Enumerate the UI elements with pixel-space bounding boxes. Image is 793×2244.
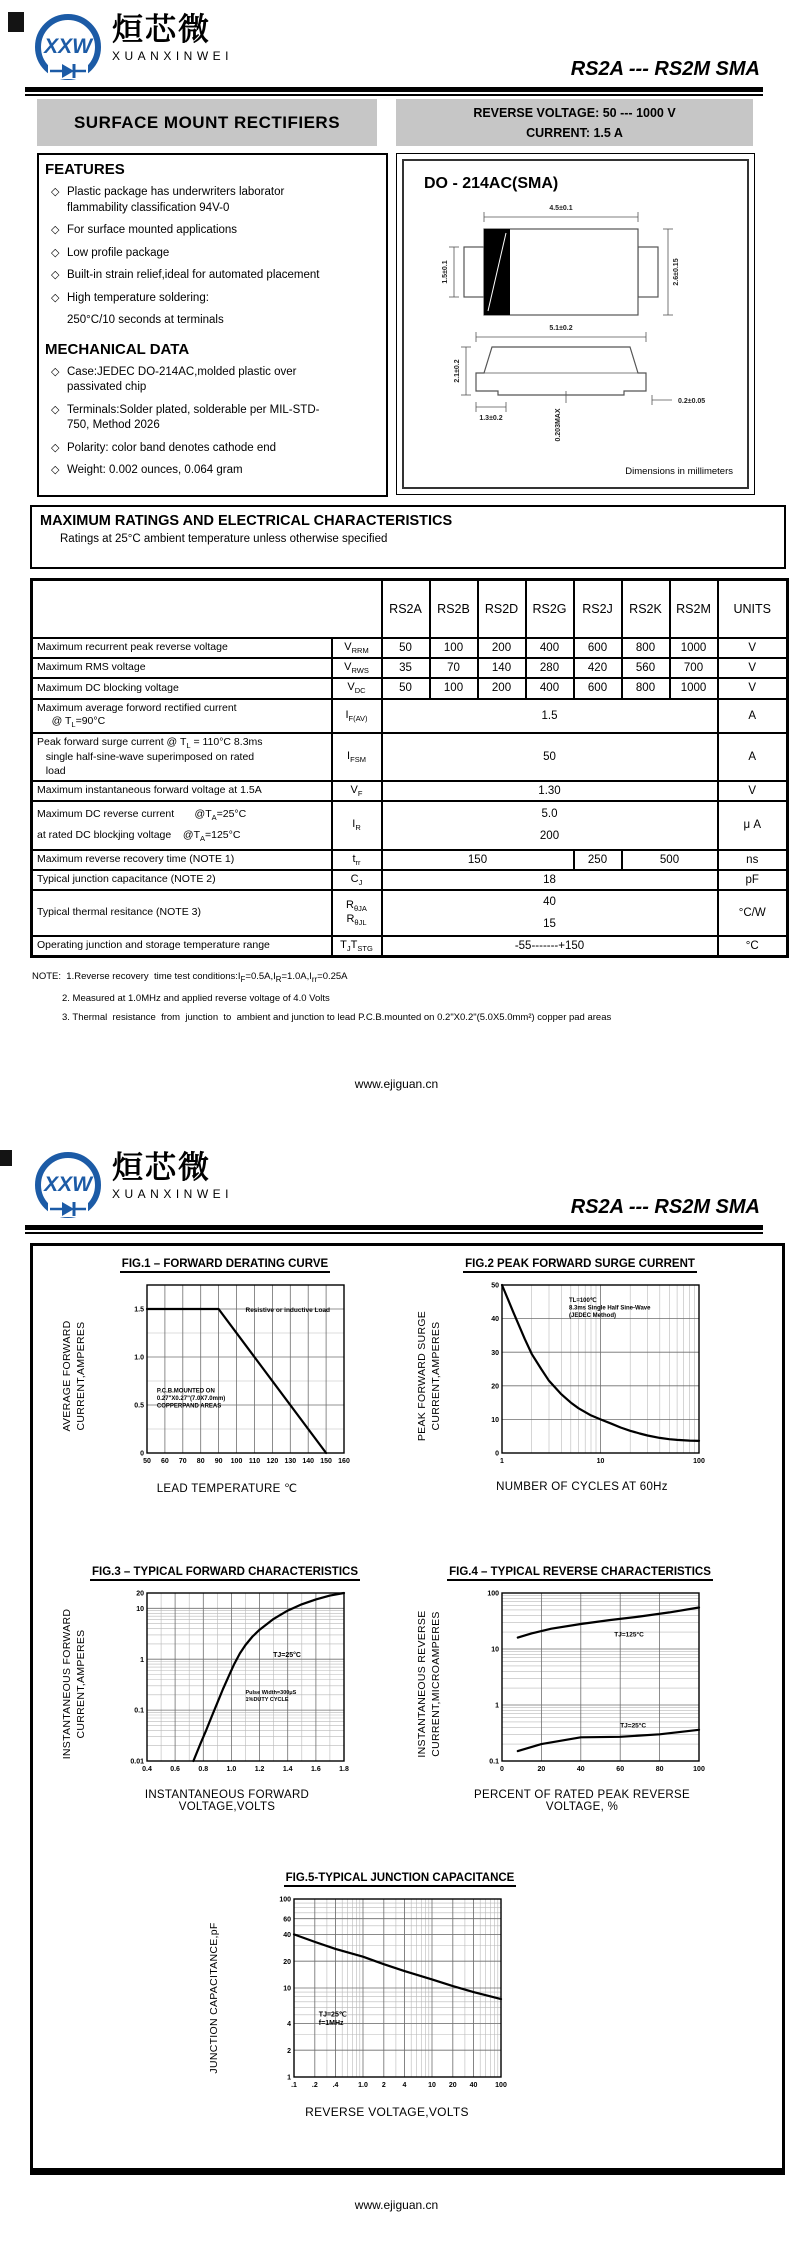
- value-cell: 1000: [670, 678, 718, 698]
- annotation: Resistive or inductive Load: [245, 1306, 331, 1314]
- company-logo: [28, 8, 233, 90]
- diamond-bullet-icon: ◇: [51, 403, 60, 416]
- y-tick-label: 60: [283, 1916, 291, 1924]
- reverse-voltage-line: REVERSE VOLTAGE: 50 --- 1000 V: [473, 105, 676, 120]
- symbol-cell: $T_JT_{STG}$: [332, 936, 382, 957]
- value-cell: 40 15: [382, 890, 718, 936]
- unit-cell: A: [718, 699, 788, 733]
- annotation: TL=100℃ 8.3ms Single Half Sine-Wave (JEDEC Method): [569, 1297, 651, 1319]
- ratings-heading-box: [30, 505, 786, 569]
- value-cell: 100: [430, 678, 478, 698]
- x-tick-label: 60: [161, 1458, 169, 1465]
- unit-cell: V: [718, 781, 788, 801]
- list-item-text: Polarity: color band denotes cathode end: [67, 441, 277, 454]
- figure-title: FIG.4 – TYPICAL REVERSE CHARACTERISTICS: [420, 1566, 740, 1578]
- column-header: UNITS: [718, 580, 788, 639]
- note-line: 3. Thermal resistance from junction to ambient and junction to lead P.C.B.mounted on 0.2"X0.2"(5.0X5.0mm²) copper pad areas: [62, 1012, 612, 1024]
- value-cell: 50: [382, 638, 430, 658]
- symbol-cell: $I_R$: [332, 801, 382, 849]
- note-line: 2. Measured at 1.0MHz and applied reverse voltage of 4.0 Volts: [62, 992, 330, 1004]
- y-tick-label: 10: [283, 1985, 291, 1993]
- symbol-cell: $V_F$: [332, 781, 382, 801]
- scan-artifact: [8, 12, 24, 32]
- chart-fig3: [115, 1586, 355, 1781]
- symbol-cell: $V_{DC}$: [332, 678, 382, 698]
- column-header: RS2K: [622, 580, 670, 639]
- header-rule: [25, 1225, 763, 1234]
- value-cell: 1000: [670, 638, 718, 658]
- x-tick-label: 100: [230, 1458, 243, 1465]
- value-cell: 400: [526, 678, 574, 698]
- column-header: RS2D: [478, 580, 526, 639]
- x-tick-label: 0: [500, 1766, 504, 1773]
- dim-side-height: 2.1±0.2: [453, 359, 461, 383]
- symbol-cell: $t_{rr}$: [332, 850, 382, 870]
- x-axis-label: REVERSE VOLTAGE,VOLTS: [305, 2105, 469, 2119]
- annotation: TJ=25℃ f=1MHz: [318, 2011, 347, 2027]
- x-tick-label: 100: [495, 2082, 507, 2089]
- features-heading: FEATURES: [45, 161, 125, 178]
- chart-fig4: [470, 1586, 710, 1781]
- summary-box: [396, 99, 753, 146]
- list-item-text: High temperature soldering:: [67, 291, 209, 304]
- y-tick-label: 20: [136, 1590, 144, 1598]
- symbol-cell: $V_{RWS}$: [332, 658, 382, 678]
- y-tick-label: 100: [279, 1896, 291, 1904]
- features-list: [39, 185, 386, 329]
- x-tick-label: 70: [178, 1458, 187, 1465]
- list-item: [51, 403, 382, 434]
- current-line: CURRENT: 1.5 A: [526, 125, 623, 140]
- value-cell: 600: [574, 678, 622, 698]
- symbol-cell: $R_{\theta JA}$ $R_{\theta JL}$: [332, 890, 382, 936]
- table-row: [32, 733, 788, 781]
- logo-abbr: XXW: [44, 35, 92, 58]
- logo-mark-icon: [28, 8, 110, 90]
- figure-fig2: [400, 1258, 745, 1493]
- y-tick-label: 1.5: [134, 1306, 144, 1314]
- value-cell: 1.5: [382, 699, 718, 733]
- param-cell: Operating junction and storage temperature range: [32, 936, 332, 957]
- param-cell: Typical thermal resitance (NOTE 3): [32, 890, 332, 936]
- param-cell: Maximum reverse recovery time (NOTE 1): [32, 850, 332, 870]
- y-tick-label: 0.5: [134, 1402, 144, 1410]
- brand-name-cn: 烜芯微: [112, 1150, 211, 1185]
- y-axis-label: PEAK FORWARD SURGE CURRENT,AMPERES: [416, 1310, 442, 1442]
- y-tick-label: 0.1: [134, 1707, 144, 1715]
- value-cell: 18: [382, 870, 718, 890]
- dim-foot: 1.3±0.2: [478, 415, 503, 422]
- list-item-text: Low profile package: [67, 246, 170, 259]
- x-tick-label: 10: [596, 1458, 605, 1465]
- y-tick-label: 50: [491, 1282, 499, 1290]
- value-cell: 50: [382, 678, 430, 698]
- unit-cell: ns: [718, 850, 788, 870]
- ratings-heading: MAXIMUM RATINGS AND ELECTRICAL CHARACTERISTICS: [40, 513, 453, 529]
- column-header: RS2G: [526, 580, 574, 639]
- unit-cell: °C/W: [718, 890, 788, 936]
- value-cell: 500: [622, 850, 718, 870]
- column-header: RS2B: [430, 580, 478, 639]
- column-header: RS2M: [670, 580, 718, 639]
- x-tick-label: 20: [448, 2082, 457, 2089]
- x-tick-label: 1.0: [358, 2082, 368, 2089]
- value-cell: 560: [622, 658, 670, 678]
- param-cell: Typical junction capacitance (NOTE 2): [32, 870, 332, 890]
- y-tick-label: 1: [140, 1656, 144, 1664]
- annotation: TJ=125°C: [614, 1631, 644, 1639]
- ratings-subheading: Ratings at 25°C ambient temperature unless otherwise specified: [60, 533, 388, 545]
- curve: [193, 1593, 344, 1761]
- diamond-bullet-icon: ◇: [51, 464, 60, 477]
- x-tick-label: 80: [655, 1766, 664, 1773]
- figure-fig1: [45, 1258, 390, 1495]
- diamond-bullet-icon: ◇: [51, 441, 60, 454]
- column-header: RS2J: [574, 580, 622, 639]
- y-axis-label: INSTANTANEOUS REVERSE CURRENT,MICROAMPERES: [416, 1610, 442, 1758]
- y-tick-label: 0.01: [130, 1758, 144, 1766]
- x-tick-label: 1.6: [311, 1766, 321, 1773]
- unit-cell: V: [718, 638, 788, 658]
- list-item-text: For surface mounted applications: [67, 224, 238, 237]
- value-cell: 35: [382, 658, 430, 678]
- ratings-table: [30, 578, 789, 958]
- company-logo: [28, 1146, 233, 1228]
- figure-fig5: [150, 1872, 630, 2119]
- unit-cell: A: [718, 733, 788, 781]
- brand-name-cn: 烜芯微: [112, 12, 211, 47]
- list-item: [51, 441, 382, 457]
- list-item-text: Case:JEDEC DO-214AC,molded plastic over passivated chip: [67, 365, 297, 394]
- dim-band-height: 1.5±0.1: [441, 260, 449, 284]
- curve: [518, 1730, 699, 1751]
- param-cell: Maximum RMS voltage: [32, 658, 332, 678]
- diamond-bullet-icon: ◇: [51, 246, 60, 259]
- list-item-text: Plastic package has underwriters laborator flammability classification 94V-0: [67, 186, 285, 214]
- y-tick-label: 0: [140, 1450, 144, 1458]
- x-tick-label: 90: [214, 1458, 223, 1465]
- value-cell: 200: [478, 638, 526, 658]
- y-tick-label: 40: [283, 1932, 291, 1939]
- value-cell: 420: [574, 658, 622, 678]
- ratings-table-mount: [30, 578, 789, 958]
- value-cell: 700: [670, 658, 718, 678]
- symbol-cell: $I_{FSM}$: [332, 733, 382, 781]
- mechanical-heading: MECHANICAL DATA: [45, 340, 190, 358]
- x-tick-label: 1.8: [339, 1766, 349, 1773]
- table-row: [32, 801, 788, 849]
- param-cell: Maximum instantaneous forward voltage at 1.5A: [32, 781, 332, 801]
- x-tick-label: 40: [576, 1766, 585, 1773]
- x-tick-label: 0.4: [142, 1766, 152, 1773]
- y-tick-label: 100: [487, 1590, 499, 1598]
- y-tick-label: 20: [283, 1958, 291, 1966]
- table-row: [32, 658, 788, 678]
- x-tick-label: 60: [616, 1766, 625, 1773]
- y-axis-label: AVERAGE FORWARD CURRENT,AMPERES: [61, 1320, 87, 1432]
- diamond-bullet-icon: ◇: [51, 224, 60, 237]
- dimensions-note: Dimensions in millimeters: [625, 466, 733, 477]
- brand-name-en: XUANXINWEI: [112, 1186, 234, 1201]
- table-row: [32, 638, 788, 658]
- x-tick-label: 160: [338, 1458, 350, 1465]
- dim-top-width: 4.5±0.1: [548, 205, 573, 212]
- dim-standoff: 0.203MAX: [554, 408, 562, 442]
- y-tick-label: 10: [136, 1605, 144, 1613]
- y-axis-label: INSTANTANEOUS FORWARD CURRENT,AMPERES: [61, 1608, 87, 1760]
- annotation: Pulse Width=300μS 1%DUTY CYCLE: [245, 1689, 297, 1703]
- list-item: [51, 463, 382, 479]
- figure-title: FIG.5-TYPICAL JUNCTION CAPACITANCE: [210, 1872, 590, 1884]
- unit-cell: V: [718, 678, 788, 698]
- value-cell: 5.0 200: [382, 801, 718, 849]
- value-cell: 250: [574, 850, 622, 870]
- package-drawing: [406, 195, 746, 445]
- dim-body-height: 2.6±0.15: [672, 258, 680, 286]
- list-item-text: Built-in strain relief,ideal for automated placement: [67, 269, 320, 282]
- table-row: [32, 699, 788, 733]
- table-row: [32, 850, 788, 870]
- x-tick-label: 140: [302, 1458, 315, 1465]
- symbol-cell: $I_{F(AV)}$: [332, 699, 382, 733]
- value-cell: 800: [622, 678, 670, 698]
- list-item: [51, 223, 382, 239]
- value-cell: 800: [622, 638, 670, 658]
- value-cell: 600: [574, 638, 622, 658]
- value-cell: 280: [526, 658, 574, 678]
- package-outline-box: [396, 153, 755, 495]
- brand-name-en: XUANXINWEI: [112, 48, 234, 63]
- unit-cell: °C: [718, 936, 788, 957]
- x-tick-label: 150: [320, 1458, 332, 1465]
- y-tick-label: 10: [491, 1417, 499, 1424]
- value-cell: 70: [430, 658, 478, 678]
- x-tick-label: 120: [266, 1458, 279, 1465]
- list-item-text: Terminals:Solder plated, solderable per MIL-STD- 750, Method 2026: [67, 403, 320, 432]
- list-item: [51, 313, 382, 329]
- unit-cell: μ A: [718, 801, 788, 849]
- note-line: NOTE: 1.Reverse recovery time test $conditions:I_F=0.5A,I_R=1.0A,I_{rr}=0.25A$: [32, 971, 348, 984]
- table-row: [32, 781, 788, 801]
- unit-cell: V: [718, 658, 788, 678]
- annotation: P.C.B.MOUNTED ON 0.27"X0.27"(7.0X7.0mm) COPPERPAND AREAS: [156, 1388, 226, 1410]
- dim-lead: 0.2±0.05: [677, 398, 705, 405]
- figure-title: FIG.1 – FORWARD DERATING CURVE: [65, 1258, 385, 1270]
- x-axis-label: NUMBER OF CYCLES AT 60Hz: [496, 1481, 668, 1493]
- x-tick-label: .2: [311, 2082, 318, 2089]
- x-tick-label: 100: [693, 1458, 705, 1465]
- x-tick-label: 1: [500, 1458, 504, 1465]
- column-header: RS2A: [382, 580, 430, 639]
- param-cell: Peak forward surge current @ $T_L = 110^\circ C$ 8.3ms single half-sine-wave superimposed on rated load: [32, 733, 332, 781]
- x-tick-label: 80: [196, 1458, 205, 1465]
- x-tick-label: 1.0: [226, 1766, 237, 1773]
- value-cell: 200: [478, 678, 526, 698]
- y-tick-label: 1.0: [134, 1354, 144, 1362]
- list-item: [51, 185, 382, 216]
- page-title: RS2A --- RS2M SMA: [570, 1196, 760, 1218]
- package-name: DO - 214AC(SMA): [424, 175, 559, 192]
- y-tick-label: 10: [491, 1646, 499, 1654]
- list-item-text: 250°C/10 seconds at terminals: [67, 314, 224, 327]
- y-tick-label: 1: [495, 1702, 499, 1710]
- symbol-cell: $C_J$: [332, 870, 382, 890]
- scan-artifact: [0, 1150, 12, 1166]
- chart-fig5: [262, 1892, 512, 2097]
- chart-fig2: [470, 1278, 710, 1473]
- y-tick-label: 0: [495, 1450, 499, 1458]
- y-tick-label: 4: [287, 2021, 291, 2028]
- param-cell: Maximum DC blocking voltage: [32, 678, 332, 698]
- list-item: [51, 365, 382, 396]
- unit-cell: pF: [718, 870, 788, 890]
- y-tick-label: 30: [491, 1349, 499, 1357]
- x-axis-label: PERCENT OF RATED PEAK REVERSE VOLTAGE, %: [474, 1789, 690, 1813]
- chart-fig1: [115, 1278, 355, 1473]
- header-rule: [25, 87, 763, 96]
- figure-title: FIG.3 – TYPICAL FORWARD CHARACTERISTICS: [65, 1566, 385, 1578]
- x-axis-label: LEAD TEMPERATURE ℃: [156, 1483, 298, 1495]
- x-tick-label: 10: [428, 2082, 436, 2089]
- logo-abbr: XXW: [44, 1173, 92, 1196]
- diamond-bullet-icon: ◇: [51, 291, 60, 304]
- table-row: [32, 678, 788, 698]
- y-tick-label: 40: [491, 1316, 499, 1324]
- diamond-bullet-icon: ◇: [51, 365, 60, 378]
- symbol-cell: $V_{RRM}$: [332, 638, 382, 658]
- features-box: [37, 153, 388, 497]
- value-cell: 400: [526, 638, 574, 658]
- list-item-text: Weight: 0.002 ounces, 0.064 gram: [67, 464, 243, 477]
- list-item: [51, 268, 382, 284]
- value-cell: 50: [382, 733, 718, 781]
- x-tick-label: 2: [381, 2082, 386, 2089]
- package-inner-box: [402, 159, 749, 489]
- param-cell: Maximum DC reverse current $@T_A=25^\circ C$ at rated DC blockjing voltage $@T_A=125^\circ C$: [32, 801, 332, 849]
- page2-footer-url: www.ejiguan.cn: [354, 2198, 439, 2212]
- x-tick-label: 100: [693, 1766, 705, 1773]
- x-tick-label: 1.2: [254, 1766, 265, 1773]
- dim-side-width: 5.1±0.2: [548, 325, 573, 332]
- value-cell: 140: [478, 658, 526, 678]
- x-tick-label: 40: [469, 2082, 478, 2089]
- param-cell: Maximum recurrent peak reverse voltage: [32, 638, 332, 658]
- product-heading: SURFACE MOUNT RECTIFIERS: [73, 112, 341, 132]
- value-cell: 1.30: [382, 781, 718, 801]
- mechanical-list: [39, 365, 386, 479]
- page-title: RS2A --- RS2M SMA: [570, 58, 760, 80]
- figure-fig3: [45, 1566, 390, 1813]
- table-row: [32, 936, 788, 957]
- table-row: [32, 890, 788, 936]
- figure-fig4: [400, 1566, 745, 1813]
- curve: [294, 1934, 501, 1999]
- param-cell: Maximum average forword rectified current @ $T_L=90^\circ C$: [32, 699, 332, 733]
- figure-title: FIG.2 PEAK FORWARD SURGE CURRENT: [420, 1258, 740, 1270]
- x-tick-label: 0.6: [170, 1766, 180, 1773]
- x-axis-label: INSTANTANEOUS FORWARD VOLTAGE,VOLTS: [144, 1789, 310, 1813]
- diamond-bullet-icon: ◇: [51, 269, 60, 282]
- x-tick-label: 130: [284, 1458, 297, 1465]
- list-item: [51, 246, 382, 262]
- x-tick-label: 110: [248, 1458, 261, 1465]
- annotation: TJ=25°C: [620, 1722, 647, 1730]
- annotation: TJ=25°C: [273, 1651, 302, 1659]
- x-tick-label: 1.4: [282, 1766, 293, 1773]
- y-tick-label: 2: [287, 2047, 291, 2055]
- x-tick-label: 4: [402, 2082, 407, 2089]
- page1-footer-url: www.ejiguan.cn: [354, 1077, 439, 1091]
- list-item: [51, 291, 382, 307]
- product-heading-box: [37, 99, 377, 146]
- value-cell: 100: [430, 638, 478, 658]
- diamond-bullet-icon: ◇: [51, 186, 60, 198]
- value-cell: 150: [382, 850, 574, 870]
- x-tick-label: 20: [537, 1766, 546, 1773]
- empty-header-cell: [32, 580, 382, 639]
- notes: [32, 962, 772, 1023]
- y-axis-label: JUNCTION CAPACITANCE,pF: [208, 1922, 220, 2074]
- value-cell: -55-------+150: [382, 936, 718, 957]
- y-tick-label: 1: [287, 2074, 291, 2082]
- x-tick-label: .1: [291, 2082, 297, 2089]
- x-tick-label: .4: [332, 2082, 339, 2089]
- x-tick-label: 0.8: [198, 1766, 209, 1773]
- logo-mark-icon: [28, 1146, 110, 1228]
- y-tick-label: 0.1: [489, 1758, 499, 1766]
- x-tick-label: 50: [143, 1458, 151, 1465]
- table-row: [32, 870, 788, 890]
- y-tick-label: 20: [491, 1383, 499, 1391]
